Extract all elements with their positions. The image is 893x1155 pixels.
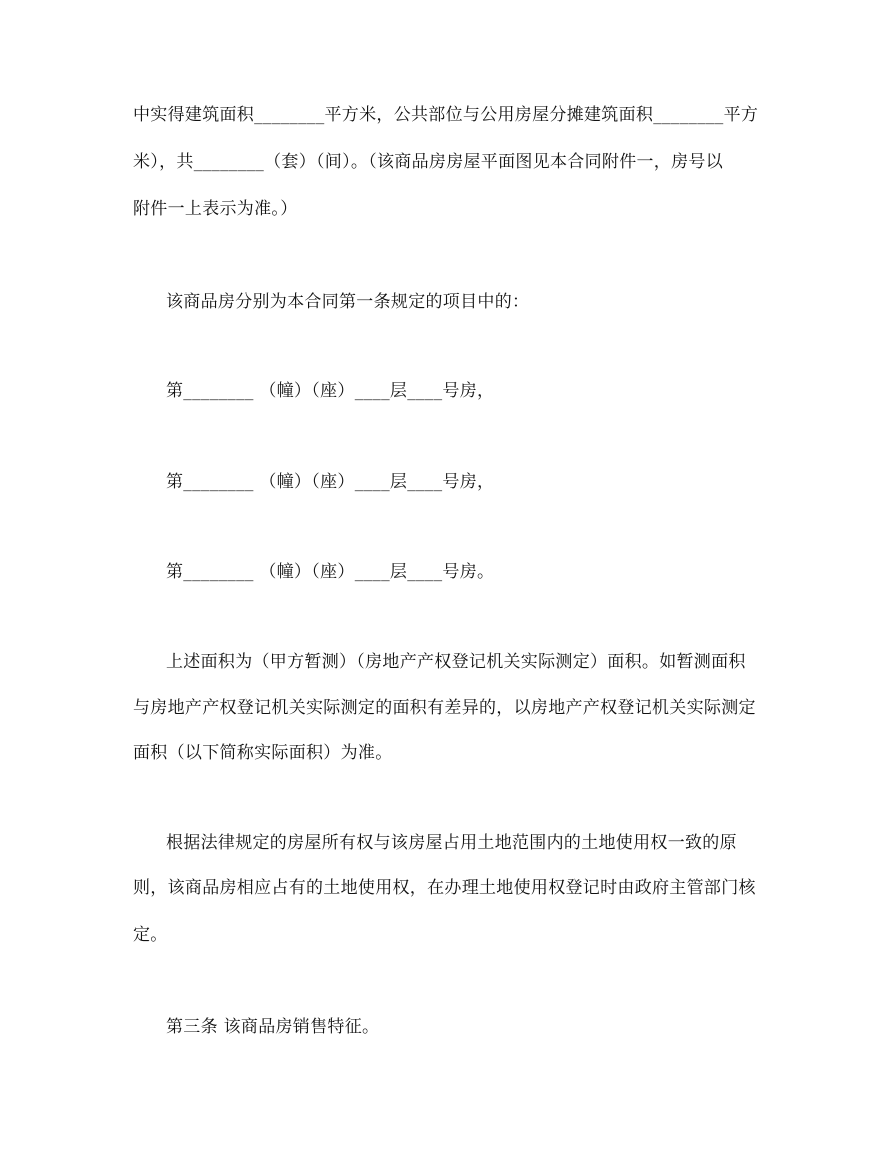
article-three-heading: 第三条 该商品房销售特征。: [166, 1017, 380, 1037]
room-line-2: 第________ （幢）（座）____层____号房，: [166, 472, 495, 492]
paragraph-land-rights-line-1: 根据法律规定的房屋所有权与该房屋占用土地范围内的土地使用权一致的原: [166, 833, 737, 853]
paragraph-area-line-2: 米），共________（套）（间）。（该商品房房屋平面图见本合同附件一，房号以: [133, 152, 723, 172]
paragraph-measurement-line-3: 面积（以下简称实际面积）为准。: [133, 743, 393, 763]
paragraph-area-line-1: 中实得建筑面积________平方米，公共部位与公用房屋分摊建筑面积________平方: [133, 105, 759, 125]
paragraph-land-rights-line-3: 定。: [133, 925, 168, 945]
paragraph-project-intro: 该商品房分别为本合同第一条规定的项目中的：: [166, 292, 530, 312]
room-line-3: 第________ （幢）（座）____层____号房。: [166, 562, 495, 582]
paragraph-measurement-line-2: 与房地产产权登记机关实际测定的面积有差异的，以房地产产权登记机关实际测定: [133, 698, 756, 718]
room-line-1: 第________ （幢）（座）____层____号房，: [166, 381, 495, 401]
paragraph-measurement-line-1: 上述面积为（甲方暂测）（房地产产权登记机关实际测定）面积。如暂测面积: [166, 652, 746, 672]
paragraph-area-line-3: 附件一上表示为准。）: [133, 199, 298, 219]
paragraph-land-rights-line-2: 则，该商品房相应占有的土地使用权，在办理土地使用权登记时由政府主管部门核: [133, 878, 756, 898]
